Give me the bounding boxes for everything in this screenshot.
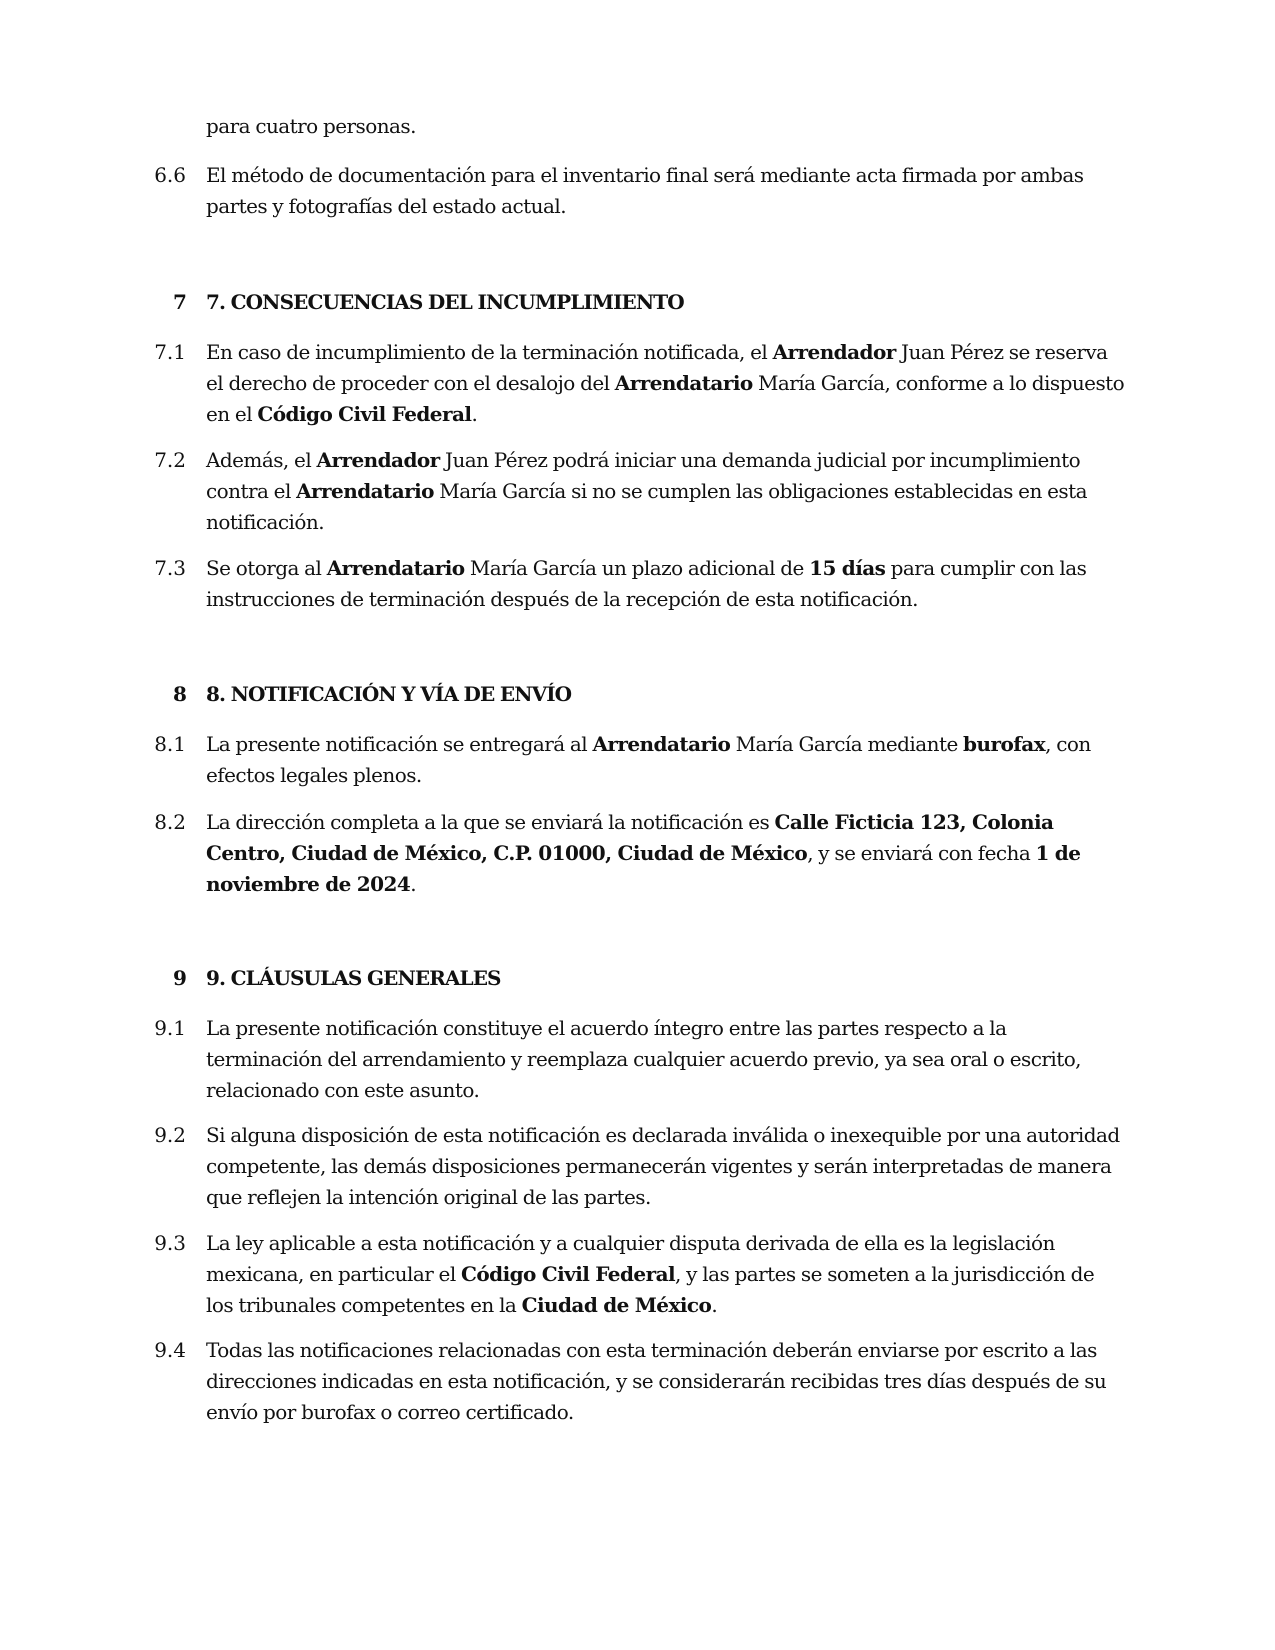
bold-text-run: Calle Ficticia 123, Colonia Centro, Ciudad de México, C.P. 01000, Ciudad de México (206, 810, 1054, 865)
clause-number: 7.2 (154, 448, 186, 472)
text-run: María García un plazo adicional de (464, 556, 810, 580)
text-run: Si alguna disposición de esta notificación es declarada inválida o inexequible por una autoridad competente, las demás disposiciones permanecerán vigentes y serán interpretadas de manera que reflejen la intención original de las partes. (206, 1123, 1120, 1209)
text-run: , con efectos legales plenos. (206, 732, 1091, 787)
clause-number: 8.1 (154, 732, 186, 756)
clause-text (206, 111, 1126, 142)
text-run: Además, el (206, 448, 317, 472)
clause-text (206, 1120, 1126, 1213)
clause-number: 6.6 (154, 163, 186, 187)
text-run: para cuatro personas. (206, 114, 416, 138)
section-number: 8 (172, 682, 186, 706)
section-title (206, 679, 1126, 710)
bold-text-run: burofax (963, 732, 1046, 756)
bold-text-run: 1 de noviembre de 2024 (206, 841, 1081, 896)
text-run: 7. CONSECUENCIAS DEL INCUMPLIMIENTO (206, 290, 684, 314)
text-run: . (711, 1293, 718, 1317)
section-number: 7 (172, 290, 186, 314)
bold-text-run: Arrendador (316, 448, 440, 472)
clause-number: 9.2 (154, 1123, 186, 1147)
bold-text-run: 15 días (809, 556, 886, 580)
section-title (206, 287, 1126, 318)
clause-number: 8.2 (154, 810, 186, 834)
text-run: María García, conforme a lo dispuesto en el (206, 371, 1125, 426)
bold-text-run: Arrendatario (592, 732, 731, 756)
text-run: 8. NOTIFICACIÓN Y VÍA DE ENVÍO (206, 682, 572, 706)
text-run: , y se enviará con fecha (807, 841, 1036, 865)
text-run: María García mediante (730, 732, 964, 756)
bold-text-run: Ciudad de México (521, 1293, 712, 1317)
text-run: Se otorga al (206, 556, 327, 580)
text-run: Todas las notificaciones relacionadas con esta terminación deberán enviarse por escrito a las direcciones indicadas en esta notificación, y se considerarán recibidas tres días después de su envío por burofax o correo certificado. (206, 1338, 1107, 1424)
bold-text-run: Código Civil Federal (257, 402, 472, 426)
text-run: El método de documentación para el inventario final será mediante acta firmada por ambas partes y fotografías del estado actual. (206, 163, 1084, 218)
clause-number: 9.3 (154, 1231, 186, 1255)
bold-text-run: Código Civil Federal (460, 1262, 676, 1286)
section-title (206, 963, 1126, 994)
clause-text (206, 553, 1126, 615)
clause-text (206, 160, 1126, 222)
clause-number: 7.1 (154, 340, 186, 364)
text-run: . (410, 872, 416, 896)
clause-text (206, 337, 1126, 430)
bold-text-run: Arrendatario (614, 371, 753, 395)
text-run: Juan Pérez podrá iniciar una demanda judicial por incumplimiento contra el (206, 448, 1081, 503)
bold-text-run: Arrendatario (296, 479, 434, 503)
text-run: La presente notificación constituye el acuerdo íntegro entre las partes respecto a la terminación del arrendamiento y reemplaza cualquier acuerdo previo, ya sea oral o escrito, relacionado con este asunto. (206, 1016, 1081, 1102)
bold-text-run: Arrendador (772, 340, 896, 364)
clause-text (206, 729, 1126, 791)
bold-text-run: Arrendatario (326, 556, 465, 580)
clause-number: 9.4 (154, 1338, 186, 1362)
clause-number: 9.1 (154, 1016, 186, 1040)
text-run: , y las partes se someten a la jurisdicción de los tribunales competentes en la (206, 1262, 1095, 1317)
text-run: 9. CLÁUSULAS GENERALES (206, 966, 501, 990)
section-number: 9 (172, 966, 186, 990)
clause-text (206, 1228, 1126, 1321)
clause-text (206, 445, 1126, 538)
clause-number: 7.3 (154, 556, 186, 580)
text-run: Juan Pérez se reserva el derecho de proceder con el desalojo del (206, 340, 1108, 395)
clause-text (206, 807, 1126, 900)
text-run: En caso de incumplimiento de la terminación notificada, el (206, 340, 773, 364)
text-run: . (471, 402, 478, 426)
text-run: La dirección completa a la que se enviará la notificación es (206, 810, 775, 834)
clause-text (206, 1013, 1126, 1106)
text-run: María García si no se cumplen las obligaciones establecidas en esta notificación. (206, 479, 1087, 534)
text-run: La ley aplicable a esta notificación y a cualquier disputa derivada de ella es la legislación mexicana, en particular el (206, 1231, 1055, 1286)
text-run: La presente notificación se entregará al (206, 732, 593, 756)
clause-text (206, 1335, 1126, 1428)
text-run: para cumplir con las instrucciones de terminación después de la recepción de esta notificación. (206, 556, 1087, 611)
